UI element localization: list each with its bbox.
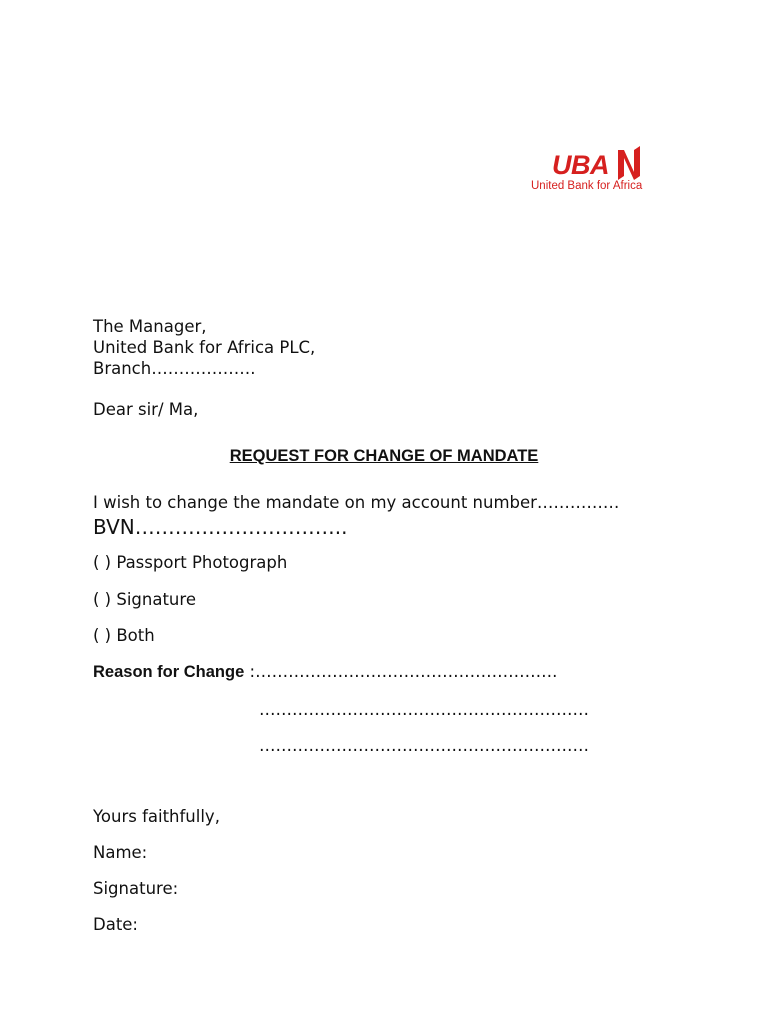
option-signature: ( ) Signature xyxy=(93,590,196,609)
uba-zigzag-icon xyxy=(616,146,644,180)
logo-wordmark: UBA xyxy=(552,150,609,180)
address-line-3: Branch………………. xyxy=(93,359,256,378)
account-number-line: I wish to change the mandate on my account number…………… xyxy=(93,493,620,512)
salutation: Dear sir/ Ma, xyxy=(93,400,199,419)
uba-logo xyxy=(528,146,658,196)
name-label: Name: xyxy=(93,843,148,862)
reason-dots-2: …………………………………………………… xyxy=(259,700,589,719)
reason-dots-1: :………………………………………………. xyxy=(244,662,558,681)
signature-label: Signature: xyxy=(93,879,179,898)
bvn-line: BVN………………………….. xyxy=(93,515,348,539)
date-label: Date: xyxy=(93,915,138,934)
option-passport-photograph: ( ) Passport Photograph xyxy=(93,553,288,572)
reason-dots-3: …………………………………………………… xyxy=(259,736,589,755)
logo-subtitle: United Bank for Africa xyxy=(531,180,643,192)
address-line-2: United Bank for Africa PLC, xyxy=(93,338,316,357)
reason-label: Reason for Change xyxy=(93,663,245,681)
address-line-1: The Manager, xyxy=(93,317,207,336)
sign-off: Yours faithfully, xyxy=(93,807,220,826)
reason-for-change-line xyxy=(93,662,557,682)
document-title: REQUEST FOR CHANGE OF MANDATE xyxy=(229,447,539,465)
option-both: ( ) Both xyxy=(93,626,155,645)
